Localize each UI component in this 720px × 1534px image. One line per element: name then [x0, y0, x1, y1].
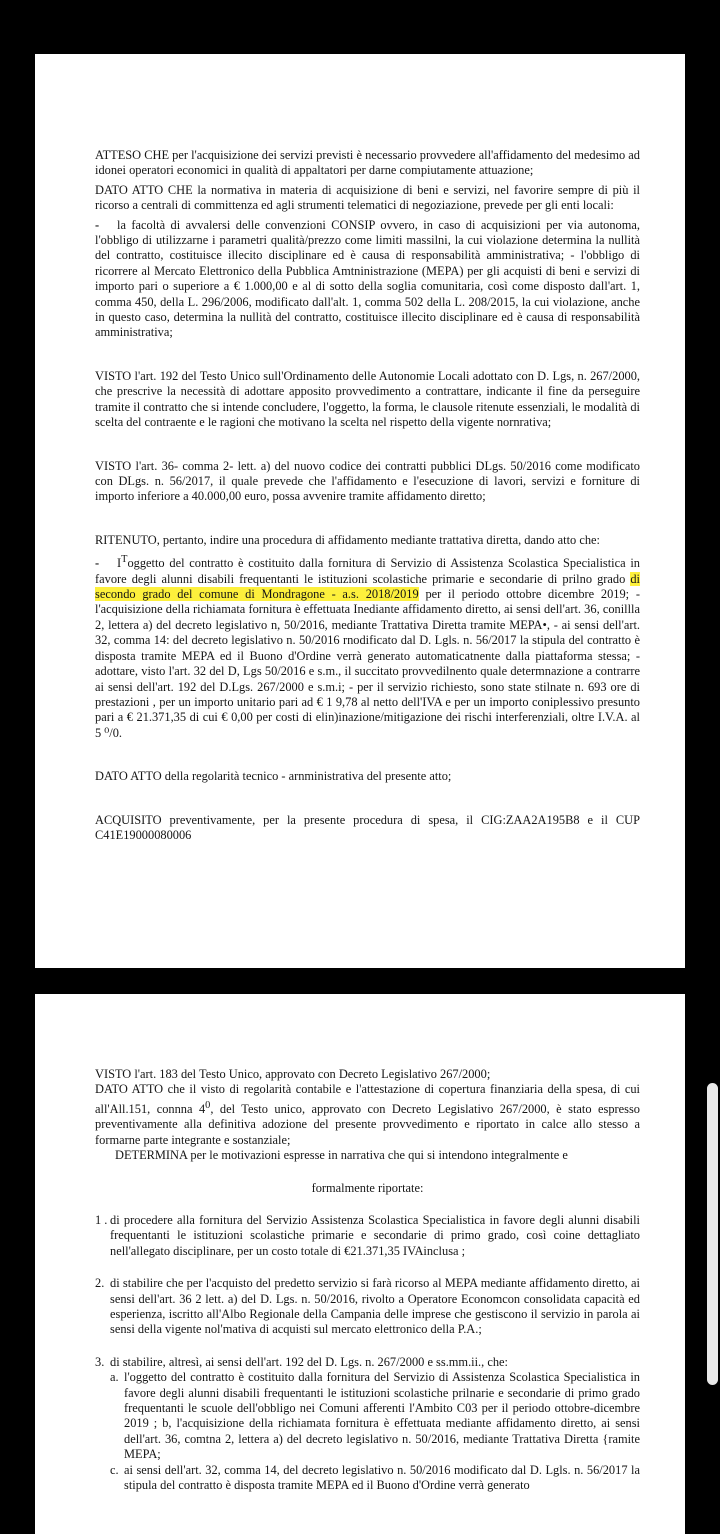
list-item-1	[95, 1213, 640, 1259]
paragraph-atteso: ATTESO CHE per l'acquisizione dei servizi previsti è necessario provvedere all'affidamento del medesimo ad idonei operatori economici in qualità di appaltatori per darne compiutamente attuazione;	[95, 148, 640, 178]
paragraph-formalmente: formalmente riportate:	[311, 1180, 424, 1195]
list-item-2	[95, 1276, 640, 1338]
highlighted-text: di secondo grado del comune di Mondragone - a.s. 2018/2019	[95, 571, 640, 602]
list-item-number: 3.	[95, 1354, 105, 1369]
list-item-text: di stabilire, altresì, ai sensi dell'art. 192 del D. Lgs. n. 267/2000 e ss.mm.ii., che:	[110, 1354, 508, 1369]
bullet-oggetto-sup: T	[121, 554, 128, 566]
document-page-2	[35, 994, 685, 1534]
paragraph-visto-183: VISTO l'art. 183 del Testo Unico, approvato con Decreto Legislativo 267/2000;	[95, 1067, 491, 1081]
paragraph-visto-192: VISTO l'art. 192 del Testo Unico sull'Ordinamento delle Autonomie Locali adottato con D. Lgs, n. 267/2000, che prescrive la necessità di adottare apposito provvedimento a contrattare, indicante il fine da perseguire tramite il contratto che si intende concludere, l'oggetto, la forma, le clausole ritenute essenziali, le modalità di scelta del contraente e le ragioni che motivano la scelta nel rispetto della vigente nornrativa;	[95, 368, 640, 430]
bullet-oggetto	[95, 552, 640, 741]
dato-atto-visto-text-a: DATO ATTO che il visto di regolarità contabile e l'attestazione di copertura finanziaria della spesa, di cui all'All.151, connna 4	[95, 1082, 640, 1116]
bullet-oggetto-text-a: oggetto del contratto è costituito dalla fornitura di Servizio di Assistenza Scolastica Specialistica in favore degli alunni disabili frequentanti le istituzioni scolastiche primarie e secondarie di prilno grado	[95, 556, 640, 586]
list-item-content	[110, 1355, 640, 1494]
scrollbar-thumb[interactable]	[707, 1083, 718, 1385]
bullet-oggetto-text-b: per il periodo ottobre dicembre 2019; - l'acquisizione della richiamata fornitura è effettuata Inediante affidamento diretto, ai sensi dell'art. 36, conillla 2, lettera a) del decreto legislativo n, 50/2016, mediante Trattativa Diretta tramite MEPA•, - ai sensi dell'art. 32, comma 14: del decreto legislativo n. 50/2016 rnodificato dal D. Lgls. n. 56/2017 la stipula del contratto è disposta tramite MEPA ed il Buono d'Ordine verrà generato automaticatnente dalla piattaforma stessa; - adottare, visto l'art. 32 del D, Lgs 50/2016 e s.m., il succitato provvedilnento quale determnazione a contrarre ai sensi dell'art. 192 del D.Lgs. 267/2000 e s.m.i; - per il servizio richiesto, sono state stilnate n. 693 ore di prestazioni , per un importo unitario pari ad € 1 9,78 al netto dell'IVA e per un importo coniplessivo presunto pari a € 21.371,35 di cui € 0,00 per costi di elin)inazione/mitigazione dei rischi interferenziali, oltre I.V.A. al 5 ⁰/0.	[95, 587, 640, 740]
bullet-mark: -	[95, 556, 100, 571]
dato-atto-visto-text-b: , del Testo unico, approvato con Decreto Legislativo 267/2000, è stato espresso preventivamente alla definitiva adozione del presente provvedimento e riportato in calce allo stesso a formarne parte integrante e sostanziale;	[95, 1101, 640, 1147]
bullet-mark: -	[95, 217, 100, 232]
paragraph-dato-atto-regolarita: DATO ATTO della regolarità tecnico - arnministrativa del presente atto;	[95, 769, 452, 784]
list-item-text: di stabilire che per l'acquisto del predetto servizio si farà ricorso al MEPA mediante affidamento diretto, ai sensi dell'art. 36 2 lett. a) del D. Lgs. n. 50/2016, rivolto a Operatore Economcon consolidata capacità ed esperienza, iscritto all'Albo Regionale della Campania delle imprese che gestiscono il servizio in parola ai sensi della vigente nol'mativa di acquisti sul mercato elettronico della P.A.;	[110, 1276, 640, 1337]
sub-item-label: c.	[110, 1462, 119, 1477]
sub-item-text: ai sensi dell'art. 32, comma 14, del decreto legislativo n. 50/2016 modificato dal D. Lgls. n. 56/2017 la stipula del contratto è disposta tramite MEPA ed il Buono d'Ordine verrà generato	[124, 1462, 640, 1493]
sub-item-label: a.	[110, 1370, 119, 1385]
bullet-consip-text: la facoltà di avvalersi delle convenzioni CONSIP ovvero, in caso di acquisizioni per via autonoma, l'obbligo di utilizzarne i parametri qualità/prezzo come limiti massilni, la cui violazione determina la nullità del contratto, costituisce illecito disciplinare ed è causa di responsabilità amministrativa; - l'obbligo di ricorrere al Mercato Elettronico della Pubblica Amtninistrazione (MEPA) per gli acquisti di beni e servizi di importo pari o superiore a € 1.000,00 e al di sotto della soglia comunitaria, così come disposto dall'art. 1, comma 450, della L. 296/2006, modificato dall'alt. 1, comma 502 della L. 208/2015, la cui violazione, anche in questo caso, determina la nullità del contratto, costituisce illecito disciplinare ed è causa di responsabilità amministrativa;	[95, 217, 640, 340]
paragraph-ritenuto: RITENUTO, pertanto, indire una procedura di affidamento mediante trattativa diretta, dando atto che:	[95, 532, 600, 547]
sub-item-text: l'oggetto del contratto è costituito dalla fornitura del Servizio di Assistenza Scolastica Specialistica in favore degli alunni disabili frequentanti le istituzioni scolastiche prilnarie e secondarie di primo grado frequentanti le scuole dell'obbligo nei Comuni afferenti l'Ambito C03 per il periodo ottobre-dicembre 2019 ; b, l'acquisizione della richiamata fornitura è effettuata mediante affidamento diretto, ai sensi dell'art. 36, comtna 2, lettera a) del decreto legislativo n. 50/2016, mediante Trattativa Diretta {ramite MEPA;	[124, 1370, 640, 1462]
dato-atto-visto-sup: 0	[205, 1099, 211, 1111]
page-2-text	[95, 1067, 640, 1493]
sub-item-c	[110, 1463, 640, 1494]
paragraph-dato-atto-visto	[95, 1082, 640, 1148]
list-item-text: di procedere alla fornitura del Servizio Assistenza Scolastica Specialistica in favore degli alunni disabili frequentanti le istituzioni scolastiche primarie e secondarie di primo grado, così coine dettagliato nell'allegato disciplinare, per un costo totale di €21.371,35 IVAinclusa ;	[110, 1212, 640, 1258]
paragraph-visto-36: VISTO l'art. 36- comma 2- lett. a) del nuovo codice dei contratti pubblici DLgs. 50/2016 come modificato con DLgs. n. 56/2017, il quale prevede che l'affidamento e l'esecuzione di lavori, servizi e forniture di importo inferiore a 40.000,00 euro, possa avvenire tramite affidamento diretto;	[95, 458, 640, 504]
bullet-consip	[95, 218, 640, 341]
list-item-number: 1 .	[95, 1212, 108, 1227]
sub-item-a	[110, 1370, 640, 1462]
list-item-number: 2.	[95, 1276, 105, 1291]
document-page-1	[35, 54, 685, 968]
paragraph-acquisito: ACQUISITO preventivamente, per la presente procedura di spesa, il CIG:ZAA2A195B8 e il CUP C41E19000080006	[95, 812, 640, 842]
bullet-oggetto-initial: I	[117, 556, 122, 571]
paragraph-determina: DETERMINA per le motivazioni espresse in narrativa che qui si intendono integralmente e	[115, 1148, 568, 1163]
paragraph-dato-atto: DATO ATTO CHE la normativa in materia di acquisizione di beni e servizi, nel favorire sempre di più il ricorso a centrali di committenza ed agli strumenti telematici di negoziazione, prevede per gli enti locali:	[95, 182, 640, 213]
list-item-3	[95, 1355, 640, 1494]
page-1-text	[95, 148, 640, 843]
